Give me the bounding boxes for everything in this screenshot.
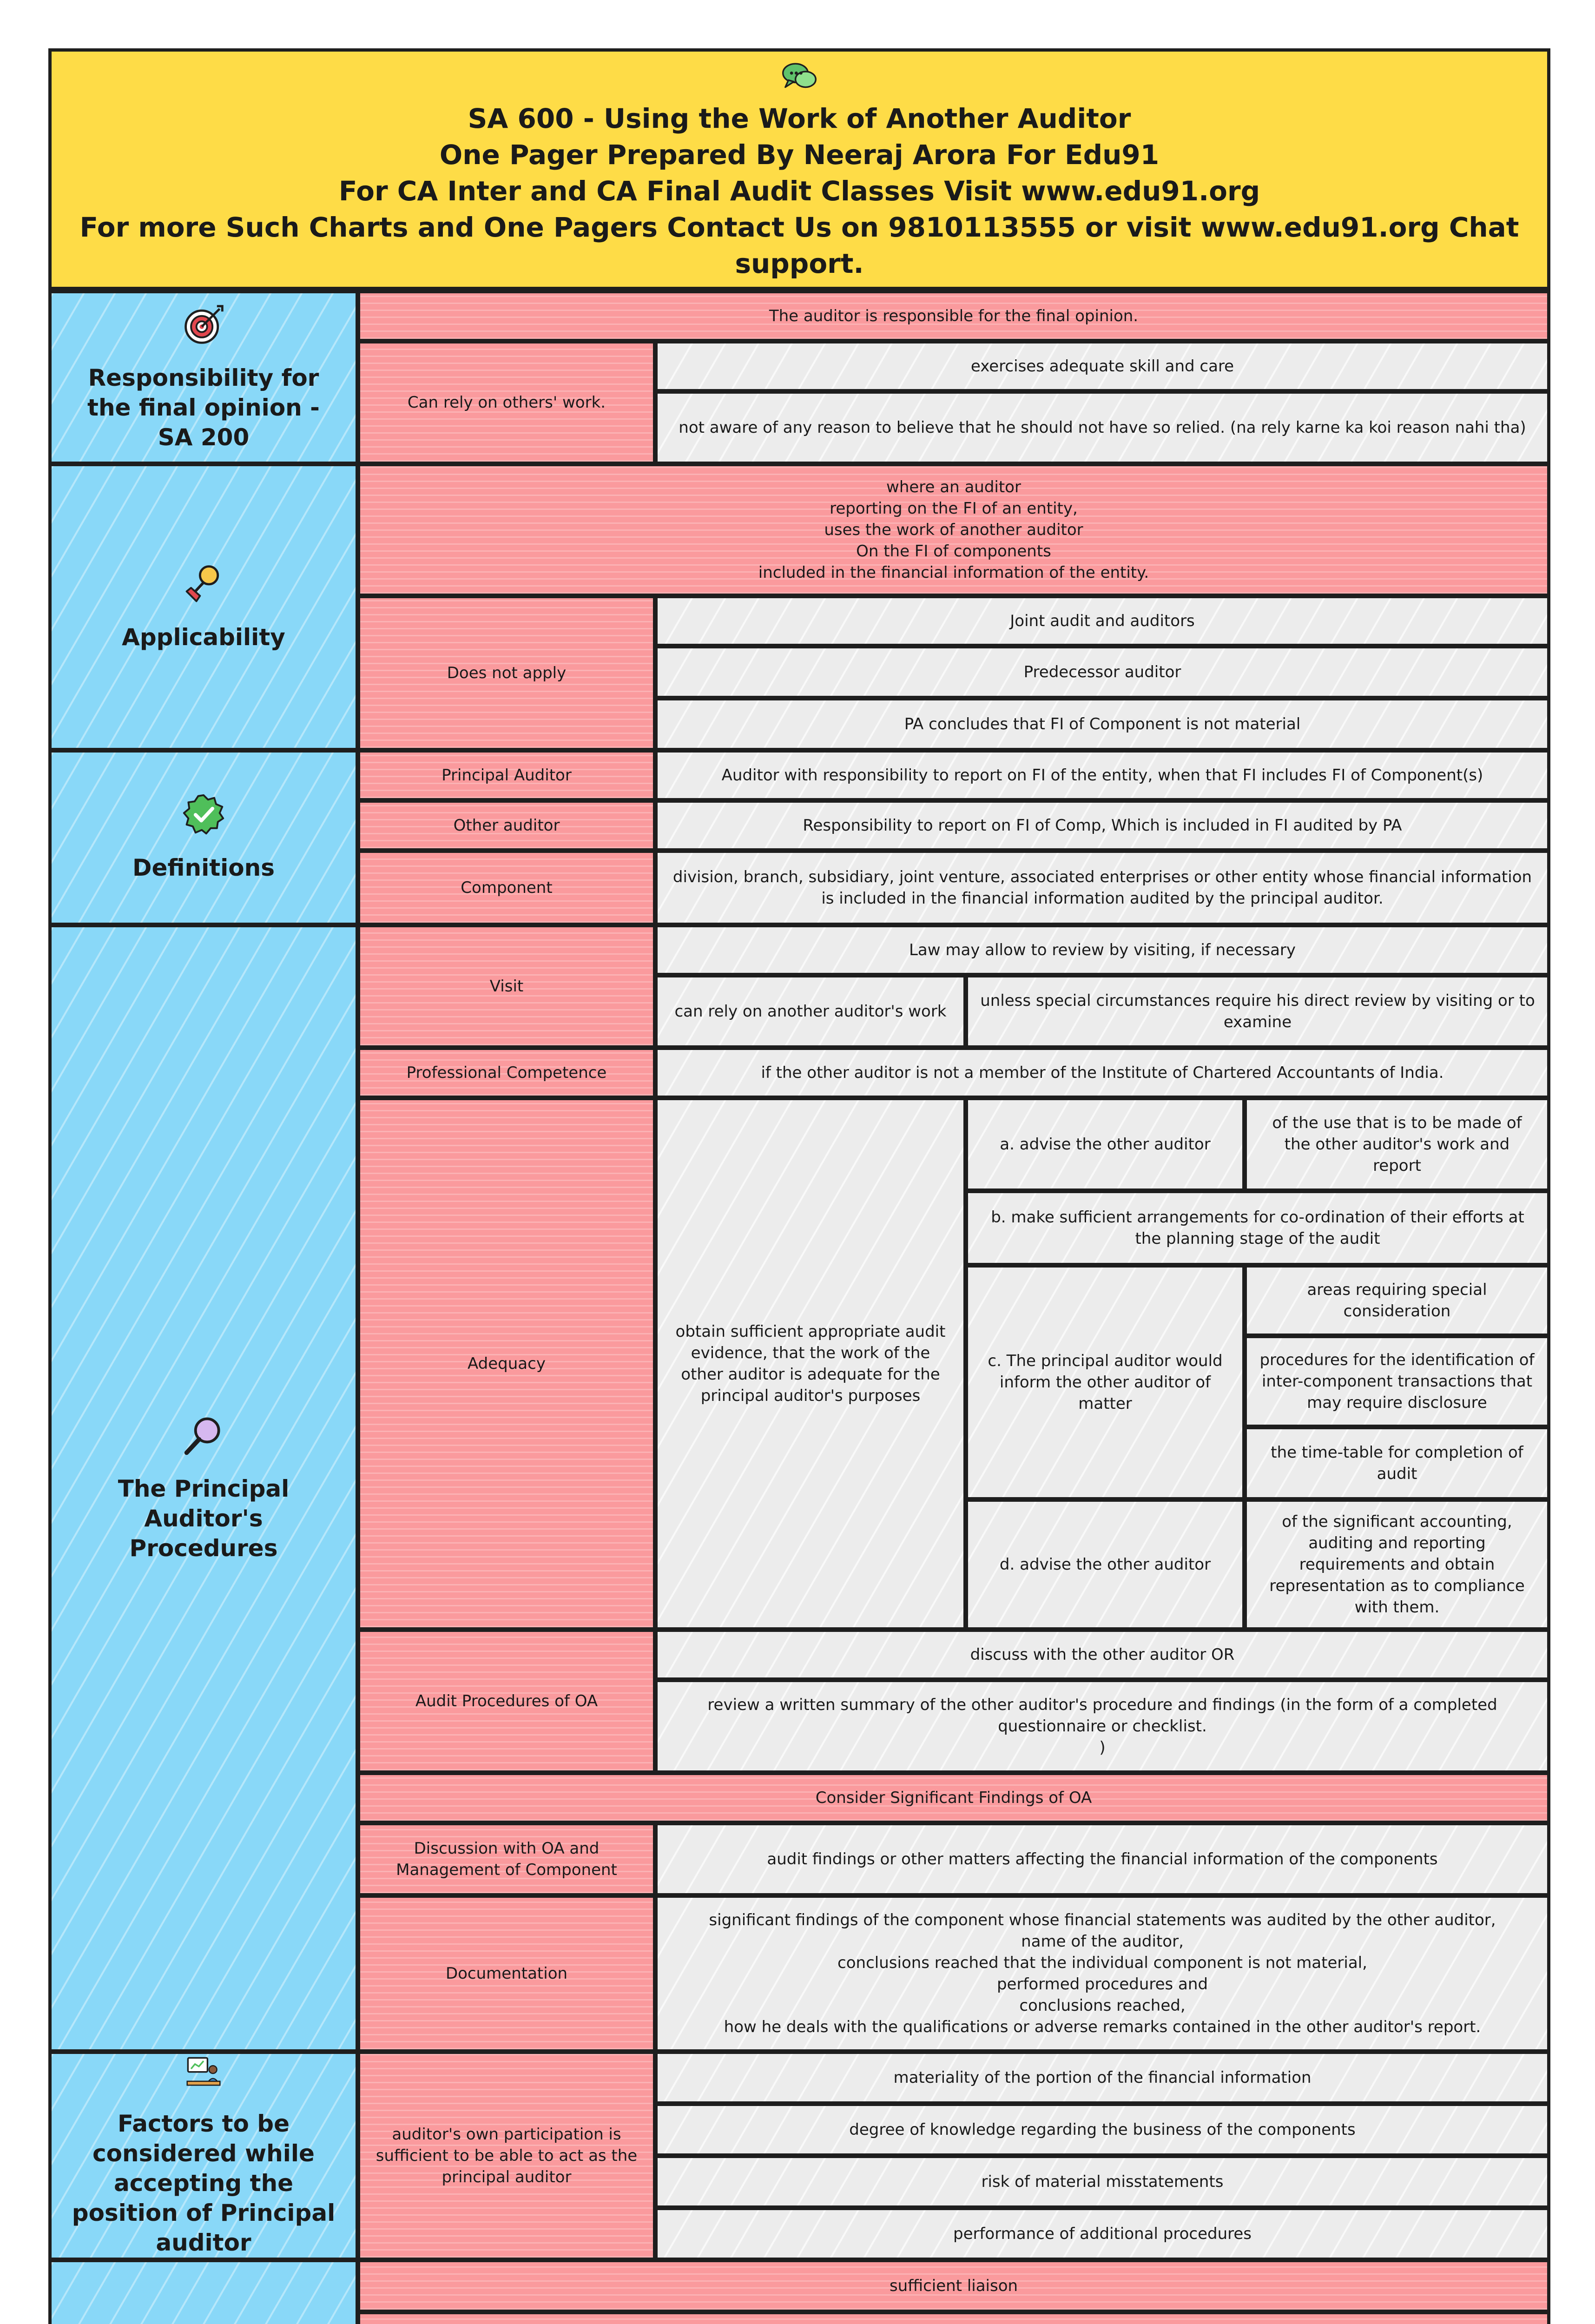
section-responsibility <box>48 290 359 465</box>
section-title: Factors to be considered while accepting the position of Principal auditor <box>72 2110 336 2256</box>
oa-procedure: discuss with the other auditor OR <box>654 1629 1550 1681</box>
adequacy-step-c: c. The principal auditor would inform the other auditor of matter <box>965 1264 1246 1500</box>
rely-condition: not aware of any reason to believe that he should not have so relied. (na rely karne ka koi reason nahi tha) <box>654 390 1550 465</box>
header-author: One Pager Prepared By Neeraj Arora For Edu91 <box>439 139 1160 171</box>
adequacy-step-c-matter: procedures for the identification of inter-component transactions that may require disclosure <box>1244 1335 1550 1428</box>
adequacy-detail: obtain sufficient appropriate audit evidence, that the work of the other auditor is adequate for the principal auditor's purposes <box>654 1097 967 1631</box>
section-procedures <box>48 924 359 2053</box>
factor-item: performance of additional procedures <box>654 2207 1550 2261</box>
coordination-item: sufficient liaison <box>357 2259 1550 2313</box>
oa-procedure: review a written summary of the other auditor's procedure and findings (in the form of a completed questionnaire or checklist. ) <box>654 1679 1550 1774</box>
adequacy-step-a: a. advise the other auditor <box>965 1097 1246 1192</box>
section-title: Applicability <box>122 624 285 651</box>
documentation-detail: significant findings of the component whose financial statements was audited by the other auditor, name of the auditor, conclusions reached that the individual component is not material, performed procedures and conclusions reached, how he deals with the qualifications or adverse remarks contained in the other auditor's report. <box>654 1895 1550 2053</box>
adequacy-step-d: d. advise the other auditor <box>965 1499 1246 1631</box>
definition-term: Component <box>357 850 656 926</box>
check-badge-icon <box>181 792 226 837</box>
factors-label: auditor's own participation is sufficient to be able to act as the principal auditor <box>357 2051 656 2261</box>
documentation-label: Documentation <box>357 1895 656 2053</box>
definition-term: Other auditor <box>357 799 656 852</box>
oa-procedures-label: Audit Procedures of OA <box>357 1629 656 1774</box>
discussion-label: Discussion with OA and Management of Component <box>357 1822 656 1896</box>
responsibility-statement: The auditor is responsible for the final opinion. <box>357 290 1550 342</box>
findings-banner: Consider Significant Findings of OA <box>357 1772 1550 1824</box>
header-classes: For CA Inter and CA Final Audit Classes Visit www.edu91.org <box>338 175 1260 207</box>
adequacy-label: Adequacy <box>357 1097 656 1631</box>
header-title: SA 600 - Using the Work of Another Auditor <box>468 103 1131 134</box>
meeting-icon <box>181 2054 226 2093</box>
adequacy-step-b: b. make sufficient arrangements for co-ordination of their efforts at the planning stage of the audit <box>965 1190 1550 1266</box>
section-definitions <box>48 749 359 926</box>
adequacy-step-c-matter: areas requiring special consideration <box>1244 1264 1550 1337</box>
section-factors <box>48 2051 359 2261</box>
factor-item: degree of knowledge regarding the business of the components <box>654 2103 1550 2157</box>
pin-icon <box>181 562 226 607</box>
competence-detail: if the other auditor is not a member of the Institute of Chartered Accountants of India. <box>654 1047 1550 1099</box>
adequacy-step-c-matter: the time-table for completion of audit <box>1244 1426 1550 1500</box>
section-applicability <box>48 463 359 751</box>
section-title: Responsibility for the final opinion - SA 200 <box>87 364 320 451</box>
rely-condition: exercises adequate skill and care <box>654 340 1550 392</box>
section-coordination <box>48 2259 359 2324</box>
definition-text: Auditor with responsibility to report on FI of the entity, when that FI includes FI of Component(s) <box>654 749 1550 801</box>
adequacy-step-a-detail: of the use that is to be made of the other auditor's work and report <box>1244 1097 1550 1192</box>
target-icon <box>181 303 226 347</box>
section-title: The Principal Auditor's Procedures <box>118 1475 290 1562</box>
exception-item: Joint audit and auditors <box>654 595 1550 647</box>
exception-item: PA concludes that FI of Component is not material <box>654 697 1550 751</box>
header-contact: For more Such Charts and One Pagers Contact Us on 9810113555 or visit www.edu91.org Chat support. <box>79 211 1519 279</box>
competence-label: Professional Competence <box>357 1047 656 1099</box>
factor-item: risk of material misstatements <box>654 2155 1550 2209</box>
discussion-detail: audit findings or other matters affecting the financial information of the components <box>654 1822 1550 1896</box>
does-not-apply-label: Does not apply <box>357 595 656 751</box>
definition-text: Responsibility to report on FI of Comp, Which is included in FI audited by PA <box>654 799 1550 852</box>
coordination-item <box>357 2311 1550 2324</box>
section-title: Definitions <box>132 854 275 881</box>
header-banner <box>48 48 1550 290</box>
visit-detail: Law may allow to review by visiting, if necessary <box>654 924 1550 976</box>
visit-label: Visit <box>357 924 656 1049</box>
visit-detail: unless special circumstances require his direct review by visiting or to examine <box>965 974 1550 1049</box>
applicability-scope: where an auditor reporting on the FI of an entity, uses the work of another auditor On the FI of components included in the financial information of the entity. <box>357 463 1550 597</box>
visit-detail: can rely on another auditor's work <box>654 974 967 1049</box>
chat-bubbles-icon <box>780 57 819 96</box>
exception-item: Predecessor auditor <box>654 645 1550 699</box>
definition-term: Principal Auditor <box>357 749 656 801</box>
magnifier-icon <box>181 1413 226 1458</box>
factor-item: materiality of the portion of the financial information <box>654 2051 1550 2105</box>
definition-text: division, branch, subsidiary, joint venture, associated enterprises or other entity whose financial information is included in the financial information audited by the principal auditor. <box>654 850 1550 926</box>
rely-label: Can rely on others' work. <box>357 340 656 465</box>
adequacy-step-d-detail: of the significant accounting, auditing and reporting requirements and obtain representation as to compliance with them. <box>1244 1499 1550 1631</box>
